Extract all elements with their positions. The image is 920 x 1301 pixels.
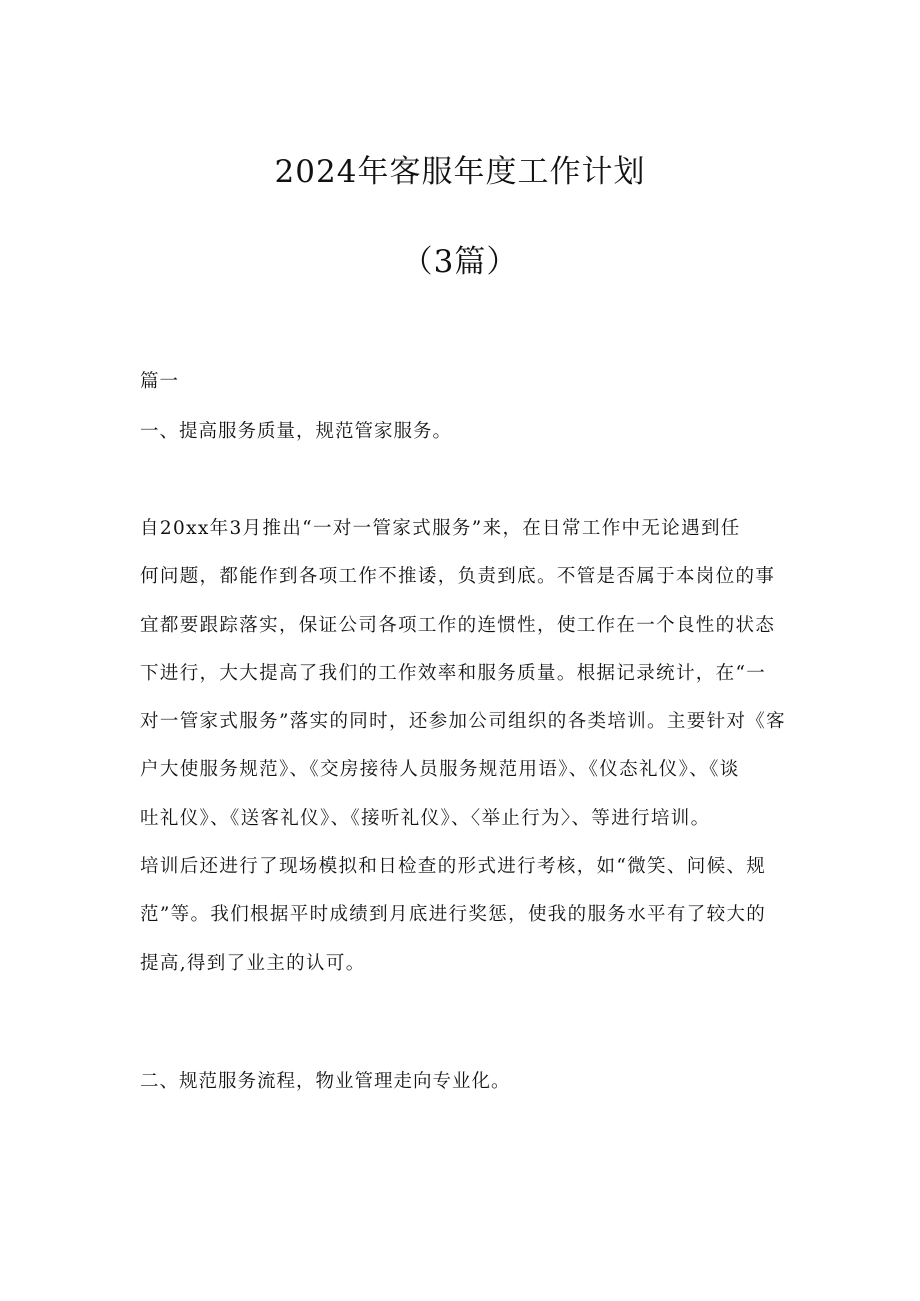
paragraph-line: 对一管家式服务”落实的同时，还参加公司组织的各类培训。主要针对《客 xyxy=(140,711,787,733)
body-paragraph xyxy=(140,505,790,988)
paragraph-line: 提高,得到了业主的认可。 xyxy=(140,952,366,974)
paragraph-line: 吐礼仪》、《送客礼仪》、《接听礼仪》、〈举止行为〉、等进行培训。 xyxy=(140,807,711,829)
section-heading-1: 一、提高服务质量，规范管家服务。 xyxy=(140,421,453,442)
document-title: 2024年客服年度工作计划 xyxy=(274,154,646,190)
section-label: 篇一 xyxy=(140,371,180,392)
paragraph-line: 宜都要跟踪落实，保证公司各项工作的连惯性，使工作在一个良性的状态 xyxy=(140,614,776,636)
paragraph-line: 何问题，都能作到各项工作不推诿，负责到底。不管是否属于本岗位的事 xyxy=(140,566,776,588)
paragraph-line: 培训后还进行了现场模拟和日检查的形式进行考核，如“微笑、问候、规 xyxy=(140,856,767,878)
paragraph-line: 户大使服务规范》、《交房接待人员服务规范用语》、《仪态礼仪》、《谈 xyxy=(140,759,740,781)
paragraph-line: 自20xx年3月推出“一对一管家式服务”来，在日常工作中无论遇到任 xyxy=(140,518,741,539)
paragraph-line: 下进行，大大提高了我们的工作效率和服务质量。根据记录统计，在“一 xyxy=(140,662,767,684)
paragraph-line: 范”等。我们根据平时成绩到月底进行奖惩，使我的服务水平有了较大的 xyxy=(140,904,767,926)
document-subtitle: （3篇） xyxy=(401,244,519,280)
section-heading-2: 二、规范服务流程，物业管理走向专业化。 xyxy=(140,1071,511,1092)
